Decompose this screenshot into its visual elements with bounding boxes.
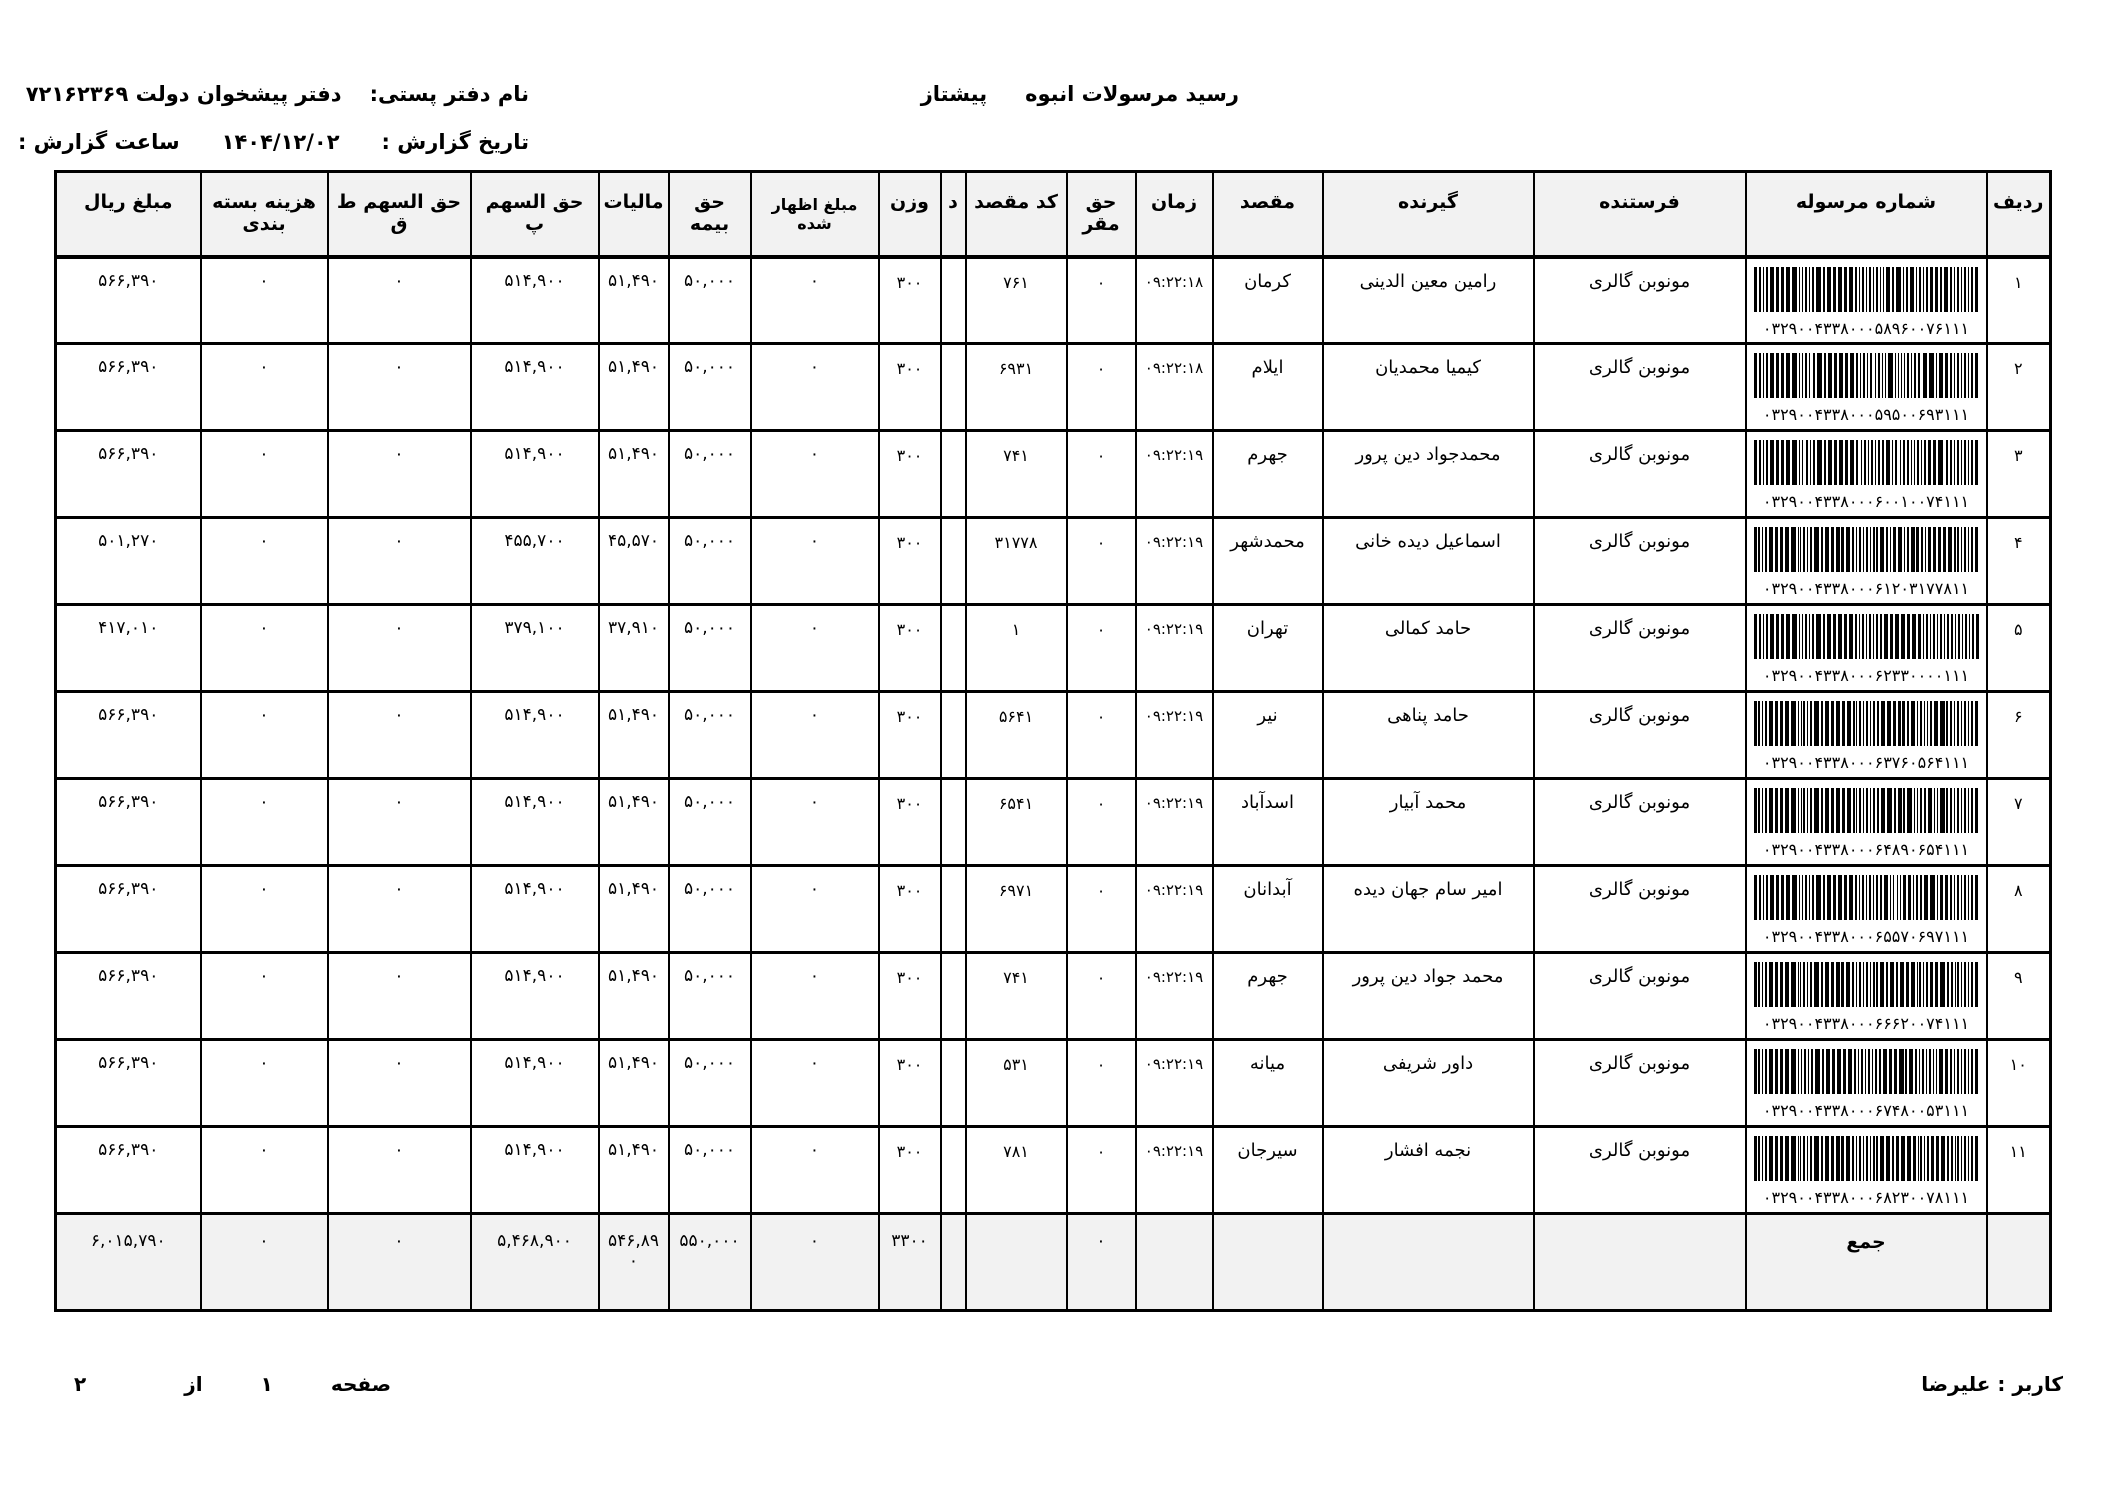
- table-row: [57, 431, 2052, 518]
- destination-city: میانه: [1214, 1040, 1324, 1127]
- destination-code: ۱: [967, 605, 1068, 692]
- insurance-fee: ۵۰,۰۰۰: [670, 431, 752, 518]
- tracking-cell: [1747, 1127, 1988, 1214]
- destination-city: جهرم: [1214, 953, 1324, 1040]
- seat-fee: ۰: [1068, 1040, 1137, 1127]
- total-tax: ۵۴۶,۸۹۰: [600, 1214, 670, 1311]
- total-share-tq: ۰: [329, 1214, 472, 1311]
- destination-code: ۷۴۱: [967, 431, 1068, 518]
- share-p: ۵۱۴,۹۰۰: [472, 431, 600, 518]
- destination-code: ۵۶۴۱: [967, 692, 1068, 779]
- report-date-label: تاریخ گزارش :: [382, 130, 530, 154]
- declared-amount: ۰: [752, 1040, 880, 1127]
- weight: ۳۰۰: [880, 692, 942, 779]
- amount-rial: ۵۶۶,۳۹۰: [57, 1127, 202, 1214]
- share-tq: ۰: [329, 953, 472, 1040]
- table-body: [57, 257, 2052, 1214]
- destination-code: ۷۴۱: [967, 953, 1068, 1040]
- tracking-cell: [1747, 344, 1988, 431]
- weight: ۳۰۰: [880, 1127, 942, 1214]
- d-flag: [942, 431, 967, 518]
- weight: ۳۰۰: [880, 518, 942, 605]
- total-declared: ۰: [752, 1214, 880, 1311]
- sender-name: مونوبن گالری: [1535, 1127, 1747, 1214]
- packaging-cost: ۰: [202, 344, 329, 431]
- amount-rial: ۵۰۱,۲۷۰: [57, 518, 202, 605]
- packaging-cost: ۰: [202, 605, 329, 692]
- declared-amount: ۰: [752, 1127, 880, 1214]
- row-number: ۳: [1988, 431, 2052, 518]
- receiver-name: محمد آبیار: [1324, 779, 1535, 866]
- acceptance-time: ۰۹:۲۲:۱۹: [1137, 779, 1214, 866]
- total-share-p: ۵,۴۶۸,۹۰۰: [472, 1214, 600, 1311]
- share-p: ۵۱۴,۹۰۰: [472, 344, 600, 431]
- barcode-icon: [1755, 353, 1980, 398]
- insurance-fee: ۵۰,۰۰۰: [670, 953, 752, 1040]
- total-seat-fee: ۰: [1068, 1214, 1137, 1311]
- destination-code: ۷۸۱: [967, 1127, 1068, 1214]
- declared-amount: ۰: [752, 344, 880, 431]
- table-header: [57, 172, 2052, 257]
- destination-code: ۵۳۱: [967, 1040, 1068, 1127]
- tracking-cell: [1747, 779, 1988, 866]
- barcode-icon: [1755, 875, 1980, 920]
- receiver-name: کیمیا محمدیان: [1324, 344, 1535, 431]
- header-amount: مبلغ ریال: [57, 172, 202, 257]
- tracking-cell: [1747, 257, 1988, 344]
- page-number: ۱: [261, 1372, 274, 1396]
- share-tq: ۰: [329, 1127, 472, 1214]
- d-flag: [942, 1040, 967, 1127]
- d-flag: [942, 692, 967, 779]
- d-flag: [942, 866, 967, 953]
- tax: ۵۱,۴۹۰: [600, 344, 670, 431]
- header-weight: وزن: [880, 172, 942, 257]
- header-time: زمان: [1137, 172, 1214, 257]
- header-packaging: هزینه بسته بندی: [202, 172, 329, 257]
- sender-name: مونوبن گالری: [1535, 866, 1747, 953]
- receiver-name: حامد کمالی: [1324, 605, 1535, 692]
- tracking-number: ۰۳۲۹۰۰۴۳۳۸۰۰۰۶۲۳۳۰۰۰۰۱۱۱: [1763, 666, 1971, 685]
- d-flag: [942, 1127, 967, 1214]
- total-row-no: [1988, 1214, 2052, 1311]
- d-flag: [942, 257, 967, 344]
- header-insurance: حق بیمه: [670, 172, 752, 257]
- header-destination: مقصد: [1214, 172, 1324, 257]
- barcode-icon: [1755, 962, 1980, 1007]
- destination-code: ۶۵۴۱: [967, 779, 1068, 866]
- header-tracking: شماره مرسوله: [1747, 172, 1988, 257]
- table-row: [57, 866, 2052, 953]
- tracking-number: ۰۳۲۹۰۰۴۳۳۸۰۰۰۶۰۰۱۰۰۷۴۱۱۱: [1763, 492, 1971, 511]
- weight: ۳۰۰: [880, 779, 942, 866]
- acceptance-time: ۰۹:۲۲:۱۹: [1137, 866, 1214, 953]
- packaging-cost: ۰: [202, 866, 329, 953]
- receiver-name: محمد جواد دین پرور: [1324, 953, 1535, 1040]
- table-row: [57, 257, 2052, 344]
- sender-name: مونوبن گالری: [1535, 257, 1747, 344]
- insurance-fee: ۵۰,۰۰۰: [670, 1040, 752, 1127]
- tracking-cell: [1747, 866, 1988, 953]
- seat-fee: ۰: [1068, 257, 1137, 344]
- barcode-icon: [1755, 267, 1980, 312]
- tracking-number: ۰۳۲۹۰۰۴۳۳۸۰۰۰۶۱۲۰۳۱۷۷۸۱۱: [1763, 579, 1971, 598]
- destination-city: اسدآباد: [1214, 779, 1324, 866]
- tracking-cell: [1747, 692, 1988, 779]
- share-tq: ۰: [329, 518, 472, 605]
- sender-name: مونوبن گالری: [1535, 518, 1747, 605]
- sender-name: مونوبن گالری: [1535, 953, 1747, 1040]
- acceptance-time: ۰۹:۲۲:۱۹: [1137, 953, 1214, 1040]
- packaging-cost: ۰: [202, 431, 329, 518]
- total-row: [57, 1214, 2052, 1311]
- seat-fee: ۰: [1068, 953, 1137, 1040]
- declared-amount: ۰: [752, 605, 880, 692]
- header-receiver: گیرنده: [1324, 172, 1535, 257]
- table-row: [57, 1127, 2052, 1214]
- barcode-icon: [1755, 1049, 1980, 1094]
- seat-fee: ۰: [1068, 605, 1137, 692]
- share-tq: ۰: [329, 431, 472, 518]
- tracking-number: ۰۳۲۹۰۰۴۳۳۸۰۰۰۶۸۲۳۰۰۷۸۱۱۱: [1763, 1188, 1971, 1207]
- total-insurance: ۵۵۰,۰۰۰: [670, 1214, 752, 1311]
- seat-fee: ۰: [1068, 779, 1137, 866]
- acceptance-time: ۰۹:۲۲:۱۹: [1137, 605, 1214, 692]
- report-date-line: [0, 130, 530, 154]
- barcode-icon: [1755, 614, 1980, 659]
- tax: ۴۵,۵۷۰: [600, 518, 670, 605]
- tracking-number: ۰۳۲۹۰۰۴۳۳۸۰۰۰۵۸۹۶۰۰۷۶۱۱۱: [1763, 318, 1971, 338]
- d-flag: [942, 518, 967, 605]
- post-office-value: دفتر پیشخوان دولت ۷۲۱۶۲۳۶۹: [26, 82, 343, 106]
- packaging-cost: ۰: [202, 953, 329, 1040]
- tax: ۵۱,۴۹۰: [600, 431, 670, 518]
- header-tax: مالیات: [600, 172, 670, 257]
- tracking-number: ۰۳۲۹۰۰۴۳۳۸۰۰۰۵۹۵۰۰۶۹۳۱۱۱: [1763, 405, 1971, 424]
- destination-code: ۳۱۷۷۸: [967, 518, 1068, 605]
- declared-amount: ۰: [752, 431, 880, 518]
- receiver-name: نجمه افشار: [1324, 1127, 1535, 1214]
- pages-total: ۲: [75, 1372, 88, 1396]
- share-p: ۵۱۴,۹۰۰: [472, 1040, 600, 1127]
- share-p: ۵۱۴,۹۰۰: [472, 779, 600, 866]
- share-p: ۳۷۹,۱۰۰: [472, 605, 600, 692]
- share-tq: ۰: [329, 344, 472, 431]
- weight: ۳۰۰: [880, 431, 942, 518]
- insurance-fee: ۵۰,۰۰۰: [670, 866, 752, 953]
- receiver-name: داور شریفی: [1324, 1040, 1535, 1127]
- destination-code: ۶۹۳۱: [967, 344, 1068, 431]
- report-time-label: ساعت گزارش :: [18, 130, 181, 154]
- table-total: [57, 1214, 2052, 1311]
- total-dest-code: [967, 1214, 1068, 1311]
- d-flag: [942, 605, 967, 692]
- destination-city: جهرم: [1214, 431, 1324, 518]
- amount-rial: ۵۶۶,۳۹۰: [57, 344, 202, 431]
- acceptance-time: ۰۹:۲۲:۱۹: [1137, 692, 1214, 779]
- report-title-line: [922, 82, 1240, 106]
- barcode-icon: [1755, 527, 1980, 572]
- receiver-name: حامد پناهی: [1324, 692, 1535, 779]
- share-p: ۴۵۵,۷۰۰: [472, 518, 600, 605]
- share-p: ۵۱۴,۹۰۰: [472, 1127, 600, 1214]
- seat-fee: ۰: [1068, 344, 1137, 431]
- acceptance-time: ۰۹:۲۲:۱۸: [1137, 257, 1214, 344]
- destination-city: نیر: [1214, 692, 1324, 779]
- tax: ۵۱,۴۹۰: [600, 953, 670, 1040]
- amount-rial: ۵۶۶,۳۹۰: [57, 1040, 202, 1127]
- header-row-no: ردیف: [1988, 172, 2052, 257]
- seat-fee: ۰: [1068, 692, 1137, 779]
- tax: ۵۱,۴۹۰: [600, 692, 670, 779]
- total-label: جمع: [1747, 1214, 1988, 1311]
- d-flag: [942, 779, 967, 866]
- declared-amount: ۰: [752, 518, 880, 605]
- tax: ۵۱,۴۹۰: [600, 1040, 670, 1127]
- insurance-fee: ۵۰,۰۰۰: [670, 692, 752, 779]
- declared-amount: ۰: [752, 257, 880, 344]
- weight: ۳۰۰: [880, 866, 942, 953]
- total-time: [1137, 1214, 1214, 1311]
- destination-city: تهران: [1214, 605, 1324, 692]
- weight: ۳۰۰: [880, 1040, 942, 1127]
- packaging-cost: ۰: [202, 1127, 329, 1214]
- header-d: د: [942, 172, 967, 257]
- destination-code: ۷۶۱: [967, 257, 1068, 344]
- tax: ۵۱,۴۹۰: [600, 1127, 670, 1214]
- destination-city: ایلام: [1214, 344, 1324, 431]
- tracking-number: ۰۳۲۹۰۰۴۳۳۸۰۰۰۶۷۴۸۰۰۵۳۱۱۱: [1763, 1101, 1971, 1120]
- insurance-fee: ۵۰,۰۰۰: [670, 605, 752, 692]
- acceptance-time: ۰۹:۲۲:۱۹: [1137, 431, 1214, 518]
- destination-code: ۶۹۷۱: [967, 866, 1068, 953]
- receiver-name: امیر سام جهان دیده: [1324, 866, 1535, 953]
- total-destination: [1214, 1214, 1324, 1311]
- total-sender: [1535, 1214, 1747, 1311]
- insurance-fee: ۵۰,۰۰۰: [670, 257, 752, 344]
- footer-user: کاربر : علیرضا: [1922, 1372, 2064, 1396]
- share-tq: ۰: [329, 866, 472, 953]
- row-number: ۸: [1988, 866, 2052, 953]
- acceptance-time: ۰۹:۲۲:۱۹: [1137, 1040, 1214, 1127]
- row-number: ۲: [1988, 344, 2052, 431]
- amount-rial: ۵۶۶,۳۹۰: [57, 866, 202, 953]
- row-number: ۷: [1988, 779, 2052, 866]
- total-amount: ۶,۰۱۵,۷۹۰: [57, 1214, 202, 1311]
- total-receiver: [1324, 1214, 1535, 1311]
- report-title: رسید مرسولات انبوه: [1026, 82, 1240, 106]
- weight: ۳۰۰: [880, 605, 942, 692]
- seat-fee: ۰: [1068, 431, 1137, 518]
- share-p: ۵۱۴,۹۰۰: [472, 866, 600, 953]
- header-row: [57, 172, 2052, 257]
- tracking-number: ۰۳۲۹۰۰۴۳۳۸۰۰۰۶۶۶۲۰۰۷۴۱۱۱: [1763, 1014, 1971, 1033]
- header-declared: مبلغ اظهار شده: [752, 172, 880, 257]
- share-tq: ۰: [329, 257, 472, 344]
- share-p: ۵۱۴,۹۰۰: [472, 953, 600, 1040]
- weight: ۳۰۰: [880, 953, 942, 1040]
- declared-amount: ۰: [752, 953, 880, 1040]
- insurance-fee: ۵۰,۰۰۰: [670, 1127, 752, 1214]
- insurance-fee: ۵۰,۰۰۰: [670, 518, 752, 605]
- tax: ۳۷,۹۱۰: [600, 605, 670, 692]
- tracking-number: ۰۳۲۹۰۰۴۳۳۸۰۰۰۶۵۵۷۰۶۹۷۱۱۱: [1763, 927, 1971, 946]
- tracking-cell: [1747, 953, 1988, 1040]
- row-number: ۹: [1988, 953, 2052, 1040]
- share-tq: ۰: [329, 1040, 472, 1127]
- table-row: [57, 344, 2052, 431]
- footer-pagination: [75, 1372, 392, 1396]
- receiver-name: رامین معین الدینی: [1324, 257, 1535, 344]
- destination-city: سیرجان: [1214, 1127, 1324, 1214]
- destination-city: آبدانان: [1214, 866, 1324, 953]
- sender-name: مونوبن گالری: [1535, 1040, 1747, 1127]
- declared-amount: ۰: [752, 779, 880, 866]
- shipments-table: [55, 170, 2053, 1312]
- amount-rial: ۵۶۶,۳۹۰: [57, 257, 202, 344]
- packaging-cost: ۰: [202, 779, 329, 866]
- service-type: پیشتاز: [921, 82, 989, 106]
- declared-amount: ۰: [752, 866, 880, 953]
- tracking-cell: [1747, 1040, 1988, 1127]
- amount-rial: ۵۶۶,۳۹۰: [57, 779, 202, 866]
- share-p: ۵۱۴,۹۰۰: [472, 257, 600, 344]
- destination-city: کرمان: [1214, 257, 1324, 344]
- barcode-icon: [1755, 1136, 1980, 1181]
- destination-city: محمدشهر: [1214, 518, 1324, 605]
- total-d: [942, 1214, 967, 1311]
- report-date-value: ۱۴۰۴/۱۲/۰۲: [222, 130, 341, 154]
- share-tq: ۰: [329, 605, 472, 692]
- insurance-fee: ۵۰,۰۰۰: [670, 344, 752, 431]
- table-row: [57, 953, 2052, 1040]
- barcode-icon: [1755, 788, 1980, 833]
- amount-rial: ۵۶۶,۳۹۰: [57, 692, 202, 779]
- table-row: [57, 779, 2052, 866]
- amount-rial: ۵۶۶,۳۹۰: [57, 431, 202, 518]
- tax: ۵۱,۴۹۰: [600, 779, 670, 866]
- packaging-cost: ۰: [202, 692, 329, 779]
- table-row: [57, 692, 2052, 779]
- tracking-cell: [1747, 431, 1988, 518]
- row-number: ۱: [1988, 257, 2052, 344]
- header-share-p: حق السهم پ: [472, 172, 600, 257]
- tracking-number: ۰۳۲۹۰۰۴۳۳۸۰۰۰۶۴۸۹۰۶۵۴۱۱۱: [1763, 840, 1971, 859]
- acceptance-time: ۰۹:۲۲:۱۸: [1137, 344, 1214, 431]
- acceptance-time: ۰۹:۲۲:۱۹: [1137, 518, 1214, 605]
- d-flag: [942, 344, 967, 431]
- table-row: [57, 605, 2052, 692]
- sender-name: مونوبن گالری: [1535, 692, 1747, 779]
- amount-rial: ۴۱۷,۰۱۰: [57, 605, 202, 692]
- share-tq: ۰: [329, 779, 472, 866]
- weight: ۳۰۰: [880, 344, 942, 431]
- packaging-cost: ۰: [202, 257, 329, 344]
- row-number: ۱۰: [1988, 1040, 2052, 1127]
- tax: ۵۱,۴۹۰: [600, 866, 670, 953]
- insurance-fee: ۵۰,۰۰۰: [670, 779, 752, 866]
- header-seat-fee: حق مقر: [1068, 172, 1137, 257]
- share-p: ۵۱۴,۹۰۰: [472, 692, 600, 779]
- weight: ۳۰۰: [880, 257, 942, 344]
- receiver-name: اسماعیل دیده خانی: [1324, 518, 1535, 605]
- packaging-cost: ۰: [202, 1040, 329, 1127]
- row-number: ۱۱: [1988, 1127, 2052, 1214]
- sender-name: مونوبن گالری: [1535, 431, 1747, 518]
- table-row: [57, 1040, 2052, 1127]
- header-dest-code: کد مقصد: [967, 172, 1068, 257]
- seat-fee: ۰: [1068, 866, 1137, 953]
- d-flag: [942, 953, 967, 1040]
- tracking-number: ۰۳۲۹۰۰۴۳۳۸۰۰۰۶۳۷۶۰۵۶۴۱۱۱: [1763, 753, 1971, 772]
- tax: ۵۱,۴۹۰: [600, 257, 670, 344]
- post-office-label: نام دفتر پستی:: [370, 82, 530, 106]
- share-tq: ۰: [329, 692, 472, 779]
- barcode-icon: [1755, 701, 1980, 746]
- barcode-icon: [1755, 440, 1980, 485]
- page-word: صفحه: [331, 1372, 393, 1396]
- receiver-name: محمدجواد دین پرور: [1324, 431, 1535, 518]
- packaging-cost: ۰: [202, 518, 329, 605]
- acceptance-time: ۰۹:۲۲:۱۹: [1137, 1127, 1214, 1214]
- sender-name: مونوبن گالری: [1535, 605, 1747, 692]
- seat-fee: ۰: [1068, 518, 1137, 605]
- of-word: از: [185, 1372, 204, 1396]
- row-number: ۵: [1988, 605, 2052, 692]
- sender-name: مونوبن گالری: [1535, 344, 1747, 431]
- sender-name: مونوبن گالری: [1535, 779, 1747, 866]
- row-number: ۶: [1988, 692, 2052, 779]
- seat-fee: ۰: [1068, 1127, 1137, 1214]
- header-share-tq: حق السهم ط ق: [329, 172, 472, 257]
- row-number: ۴: [1988, 518, 2052, 605]
- table-row: [57, 518, 2052, 605]
- post-office-line: [27, 82, 530, 106]
- header-sender: فرستنده: [1535, 172, 1747, 257]
- tracking-cell: [1747, 605, 1988, 692]
- tracking-cell: [1747, 518, 1988, 605]
- total-weight: ۳۳۰۰: [880, 1214, 942, 1311]
- amount-rial: ۵۶۶,۳۹۰: [57, 953, 202, 1040]
- declared-amount: ۰: [752, 692, 880, 779]
- total-packaging: ۰: [202, 1214, 329, 1311]
